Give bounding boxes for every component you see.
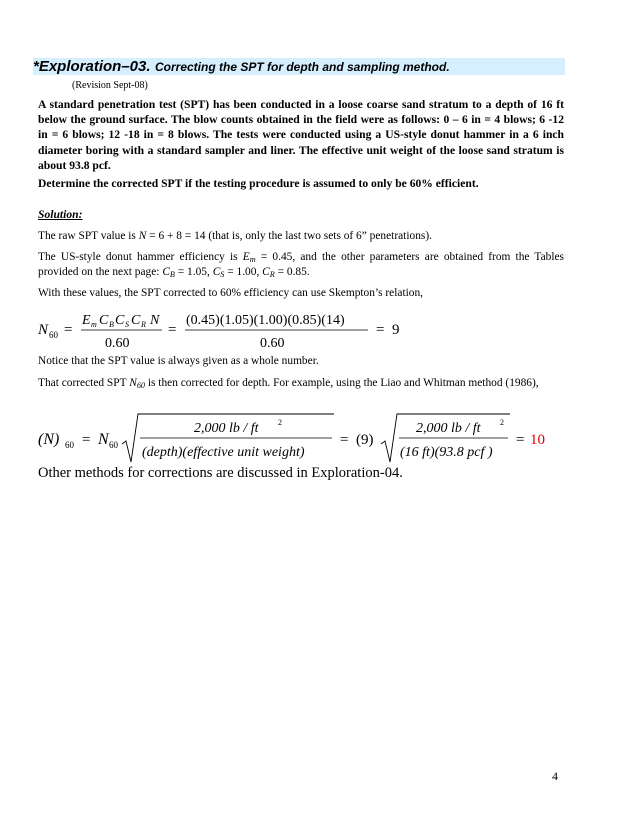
exploration-subtitle: Correcting the SPT for depth and sampling method. (155, 60, 450, 74)
eq2-rhs-sub: 60 (109, 440, 118, 450)
svg-text:N: N (150, 313, 160, 328)
eq2-lhs-sub: 60 (65, 440, 74, 450)
problem-question: Determine the corrected SPT if the testing procedure is assumed to only be 60% efficient. (38, 177, 479, 190)
liao-whitman-equation (38, 410, 564, 466)
svg-text:S: S (125, 320, 129, 329)
parameters-paragraph: The US-style donut hammer efficiency is $E_m = 0.45$, and the other parameters are obtained from the Tables provided on the next page: $C_B = 1.05$, $C_S = 1.00$, $C_R = 0.85$. (38, 251, 564, 280)
eq1-equals-3: = (376, 322, 385, 338)
eq2-denominator-1: (depth)(effective unit weight) (142, 445, 305, 460)
eq2-numerator-1-exp: 2 (278, 418, 282, 427)
eq2-rhs-var: N (98, 431, 109, 448)
solution-heading: Solution: (38, 208, 83, 221)
whole-number-note: Notice that the SPT value is always given as a whole number. (38, 355, 319, 367)
svg-text:B: B (109, 320, 114, 329)
eq2-result: 10 (530, 432, 545, 448)
eq1-lhs-sub: 60 (49, 330, 58, 340)
eq2-equals-1: = (82, 432, 91, 448)
eq2-equals-3: = (516, 432, 525, 448)
svg-text:C: C (115, 313, 125, 328)
eq2-denominator-2: (16 ft)(93.8 pcf ) (400, 445, 493, 460)
revision-note: (Revision Sept-08) (72, 80, 148, 91)
eq2-numerator-1: 2,000 lb / ft (194, 421, 259, 436)
svg-text:C: C (131, 313, 141, 328)
skempton-paragraph: With these values, the SPT corrected to 60% efficiency can use Skempton’s relation, (38, 287, 424, 299)
closing-sentence: Other methods for corrections are discussed in Exploration-04. (38, 465, 403, 481)
problem-statement: A standard penetration test (SPT) has been conducted in a loose coarse sand stratum to a depth of 16 ft below the ground surface. The blow counts obtained in the field were as follows: 0 – 6 in = 4 blows; 6 -12 in = 6 blows; 12 -18 in = 8 blows. The tests were conducted using a US-style donut hammer in a 6 inch diameter boring with a standard sampler and liner. The effective unit weight of the loose sand stratum is about 93.8 pcf. (38, 98, 564, 172)
eq1-symbolic-numerator (81, 313, 160, 329)
skempton-equation (38, 307, 564, 351)
eq2-numerator-2-exp: 2 (500, 418, 504, 427)
eq1-equals-1: = (64, 322, 73, 338)
eq2-numerator-2: 2,000 lb / ft (416, 421, 481, 436)
eq1-numeric-numerator: (0.45)(1.05)(1.00)(0.85)(14) (186, 313, 345, 328)
raw-spt-paragraph: The raw SPT value is N = 6 + 8 = 14 (that is, only the last two sets of 6” penetrations). (38, 230, 432, 242)
eq1-denominator-2: 0.60 (260, 336, 285, 351)
svg-text:m: m (91, 320, 97, 329)
exploration-title-bar (33, 58, 565, 75)
eq1-denominator-1: 0.60 (105, 336, 130, 351)
eq1-lhs: N (38, 322, 49, 338)
page-number: 4 (552, 769, 558, 783)
eq1-result: 9 (392, 322, 400, 338)
eq2-equals-2: = (340, 432, 349, 448)
svg-text:R: R (141, 320, 146, 329)
svg-text:E: E (82, 313, 91, 328)
eq2-lhs: (N) (38, 431, 60, 448)
svg-text:C: C (99, 313, 109, 328)
exploration-title: *Exploration–03. (33, 58, 151, 75)
eq2-multiplier: (9) (356, 432, 374, 448)
depth-correction-paragraph: That corrected SPT $N_{60}$ is then corrected for depth. For example, using the Liao and Whitman method (1986), (38, 377, 539, 391)
eq1-equals-2: = (168, 322, 177, 338)
